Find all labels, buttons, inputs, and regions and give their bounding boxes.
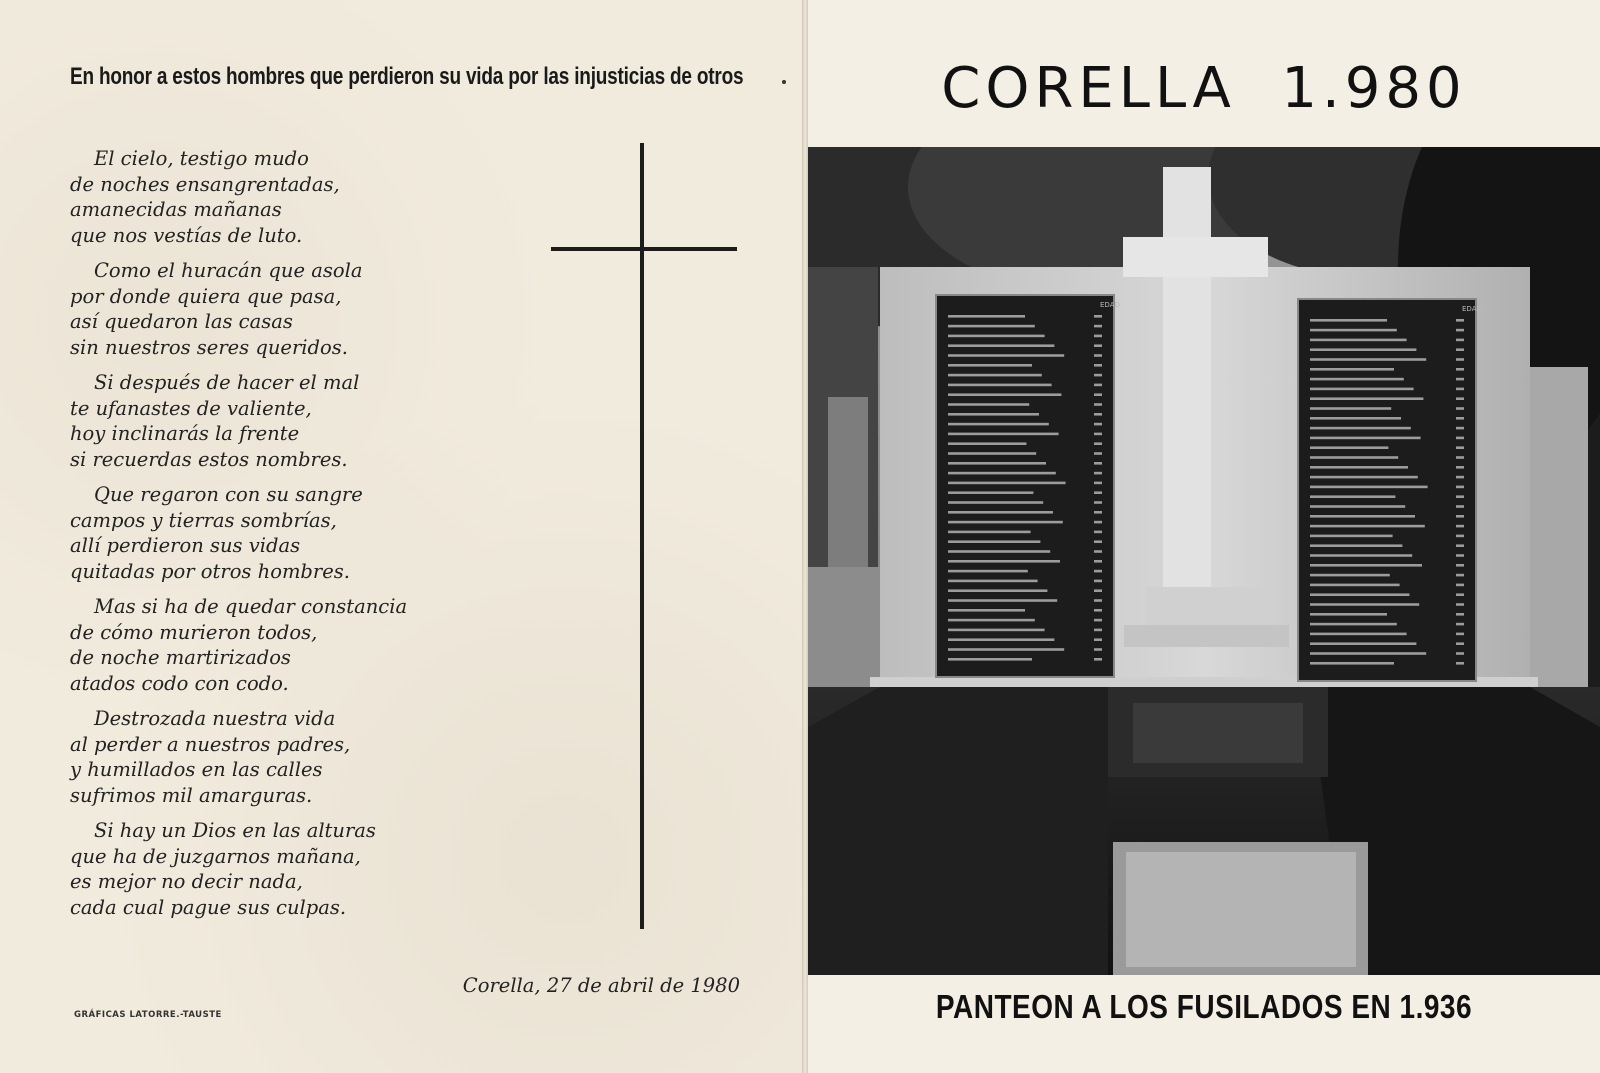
engraved-name-line [1310,329,1397,332]
engraved-name-line [1310,544,1402,547]
engraved-age-mark [1456,593,1464,596]
poem [70,146,510,930]
engraved-name-line [1310,378,1404,381]
engraved-name-line [1310,613,1387,616]
poem-stanza [70,706,510,808]
poem-line: así quedaron las casas [70,310,293,333]
poem-stanza [70,594,510,696]
engraved-name-line [948,491,1033,494]
engraved-name-line [948,442,1026,445]
engraved-age-mark [1456,437,1464,440]
engraved-name-line [948,589,1047,592]
poem-line: Destrozada nuestra vida [94,707,336,730]
engraved-name-line [1310,368,1394,371]
poem-line: al perder a nuestros padres, [70,732,351,756]
poem-line: allí perdieron sus vidas [70,534,301,557]
engraved-name-line [1310,662,1394,665]
engraved-age-mark [1456,388,1464,391]
engraved-name-line [1310,427,1411,430]
poem-line: cada cual pague sus culpas. [70,895,347,919]
engraved-name-line [948,413,1039,416]
ink-dot [782,80,786,84]
printer-credit: GRÁFICAS LATORRE.-TAUSTE [74,1010,222,1020]
engraved-age-mark [1094,364,1102,367]
engraved-age-mark [1094,658,1102,661]
engraved-age-mark [1094,580,1102,583]
engraved-name-line [1310,574,1390,577]
engraved-name-line [1310,593,1409,596]
engraved-age-mark [1456,535,1464,538]
engraved-name-line [1310,554,1412,557]
engraved-name-line [948,511,1053,514]
engraved-name-line [1310,476,1418,479]
engraved-name-line [948,325,1035,328]
engraved-age-mark [1094,374,1102,377]
engraved-age-mark [1456,319,1464,322]
engraved-name-line [948,315,1025,318]
engraved-age-mark [1456,515,1464,518]
engraved-name-line [948,658,1032,661]
poem-line: Si después de hacer el mal [94,371,360,394]
engraved-name-line [1310,397,1423,400]
engraved-name-line [948,393,1061,396]
engraved-name-line [948,550,1050,553]
poem-line: que nos vestías de luto. [70,223,303,247]
engraved-age-mark [1456,427,1464,430]
cover-title: CORELLA 1.980 [941,56,1467,121]
engraved-name-line [948,384,1052,387]
engraved-age-mark [1456,486,1464,489]
engraved-age-mark [1456,378,1464,381]
memorial-photo-drawing [808,147,1600,975]
engraved-name-line [1310,348,1416,351]
engraved-age-mark [1456,642,1464,645]
engraved-age-mark [1456,368,1464,371]
engraved-name-line [1310,515,1415,518]
poem-line: El cielo, testigo mudo [94,147,309,170]
engraved-age-mark [1094,629,1102,632]
engraved-name-line [1310,388,1414,391]
engraved-name-line [948,433,1059,436]
engraved-age-mark [1094,570,1102,573]
engraved-age-mark [1456,329,1464,332]
engraved-age-mark [1456,623,1464,626]
place-and-date: Corella, 27 de abril de 1980 [462,974,740,997]
poem-stanza [70,258,510,360]
engraved-name-line [948,364,1032,367]
engraved-age-mark [1094,393,1102,396]
engraved-name-line [1310,495,1395,498]
poem-line: que ha de juzgarnos mañana, [70,844,361,868]
engraved-name-line [1310,642,1416,645]
engraved-age-mark [1094,384,1102,387]
engraved-age-mark [1094,638,1102,641]
engraved-age-mark [1094,433,1102,436]
poem-line: amanecidas mañanas [70,198,282,221]
engraved-age-mark [1094,560,1102,563]
engraved-age-mark [1094,442,1102,445]
engraved-age-mark [1094,462,1102,465]
dedication-headline: En honor a estos hombres que perdieron su vida por las injusticias de otros [70,64,744,91]
engraved-name-line [948,462,1046,465]
poem-line: y humillados en las calles [70,758,323,781]
poem-line: quitadas por otros hombres. [70,559,350,583]
engraved-age-mark [1094,354,1102,357]
engraved-name-line [948,570,1028,573]
engraved-name-line [948,452,1036,455]
engraved-name-line [948,560,1060,563]
poem-line: sufrimos mil amarguras. [70,783,313,807]
engraved-age-mark [1094,648,1102,651]
engraved-age-mark [1456,348,1464,351]
engraved-age-mark [1094,344,1102,347]
cross-vertical-bar [640,143,644,929]
poem-line: Como el huracán que asola [94,259,363,282]
poem-line: atados codo con codo. [70,671,289,695]
engraved-name-line [1310,525,1425,528]
engraved-age-mark [1094,550,1102,553]
engraved-age-mark [1456,633,1464,636]
engraved-name-line [948,482,1066,485]
engraved-name-line [1310,603,1419,606]
cover-page [808,0,1600,1073]
poem-line: hoy inclinarás la frente [70,422,300,445]
engraved-age-mark [1094,403,1102,406]
poem-line: Que regaron con su sangre [94,483,363,506]
engraved-age-mark [1456,446,1464,449]
plaque-heading-right: EDAD [1462,305,1482,313]
engraved-name-line [1310,564,1422,567]
engraved-age-mark [1456,544,1464,547]
engraved-age-mark [1456,554,1464,557]
engraved-name-line [948,580,1038,583]
poem-line: Si hay un Dios en las alturas [94,819,376,842]
engraved-age-mark [1094,599,1102,602]
engraved-age-mark [1456,652,1464,655]
engraved-age-mark [1456,603,1464,606]
engraved-name-line [948,599,1057,602]
engraved-age-mark [1456,358,1464,361]
poem-line: por donde quiera que pasa, [70,284,342,308]
engraved-age-mark [1094,335,1102,338]
engraved-name-line [948,354,1064,357]
engraved-age-mark [1456,564,1464,567]
engraved-age-mark [1094,413,1102,416]
engraved-name-line [1310,437,1421,440]
poem-stanza [70,482,510,584]
engraved-age-mark [1094,609,1102,612]
engraved-name-line [1310,623,1397,626]
engraved-age-mark [1456,505,1464,508]
engraved-age-mark [1094,423,1102,426]
engraved-age-mark [1456,662,1464,665]
engraved-name-line [1310,535,1393,538]
engraved-name-line [1310,584,1400,587]
engraved-name-line [1310,505,1405,508]
memorial-photo [808,147,1600,975]
engraved-age-mark [1456,476,1464,479]
poem-line: Mas si ha de quedar constancia [94,595,408,618]
engraved-name-line [948,629,1045,632]
engraved-age-mark [1094,619,1102,622]
engraved-name-line [1310,633,1407,636]
engraved-name-line [948,648,1064,651]
engraved-age-mark [1456,613,1464,616]
cross-horizontal-bar [551,247,737,251]
poem-line: de noche martirizados [70,646,291,669]
engraved-name-line [948,423,1049,426]
engraved-age-mark [1094,325,1102,328]
poem-line: te ufanastes de valiente, [70,396,312,420]
engraved-age-mark [1456,525,1464,528]
poem-line: de noches ensangrentadas, [70,172,340,196]
engraved-name-line [1310,466,1408,469]
engraved-age-mark [1456,466,1464,469]
engraved-name-line [1310,339,1407,342]
engraved-age-mark [1456,339,1464,342]
engraved-name-line [948,619,1035,622]
engraved-name-line [1310,358,1426,361]
engraved-age-mark [1456,584,1464,587]
engraved-age-mark [1094,452,1102,455]
engraved-name-line [1310,486,1428,489]
engraved-name-line [948,521,1063,524]
engraved-age-mark [1456,574,1464,577]
engraved-name-line [948,540,1040,543]
engraved-name-line [1310,446,1388,449]
engraved-age-mark [1094,315,1102,318]
engraved-age-mark [1456,417,1464,420]
engraved-age-mark [1456,397,1464,400]
engraved-name-line [948,374,1042,377]
engraved-age-mark [1094,511,1102,514]
engraved-age-mark [1456,495,1464,498]
engraved-name-line [948,403,1029,406]
poem-line: sin nuestros seres queridos. [70,335,348,359]
engraved-age-mark [1094,491,1102,494]
engraved-name-line [948,609,1025,612]
engraved-age-mark [1456,407,1464,410]
engraved-name-line [948,472,1056,475]
engraved-name-line [1310,319,1387,322]
engraved-name-line [948,335,1045,338]
poem-stanza [70,370,510,472]
poem-stanza [70,146,510,248]
engraved-age-mark [1094,482,1102,485]
cover-caption: PANTEON A LOS FUSILADOS EN 1.936 [935,988,1473,1026]
engraved-age-mark [1094,501,1102,504]
engraved-age-mark [1094,540,1102,543]
poem-line: es mejor no decir nada, [70,870,303,893]
poem-line: de cómo murieron todos, [70,620,318,644]
engraved-age-mark [1456,456,1464,459]
engraved-name-line [1310,456,1398,459]
engraved-name-line [1310,652,1426,655]
engraved-age-mark [1094,531,1102,534]
poem-stanza [70,818,510,920]
poem-line: si recuerdas estos nombres. [70,447,348,471]
engraved-name-line [948,638,1054,641]
engraved-name-line [1310,417,1401,420]
engraved-name-line [948,501,1043,504]
engraved-name-line [948,531,1031,534]
engraved-age-mark [1094,472,1102,475]
engraved-name-line [948,344,1054,347]
engraved-age-mark [1094,589,1102,592]
plaque-heading-left: EDAD [1100,301,1120,309]
engraved-name-line [1310,407,1391,410]
poem-line: campos y tierras sombrías, [70,508,337,532]
engraved-age-mark [1094,521,1102,524]
